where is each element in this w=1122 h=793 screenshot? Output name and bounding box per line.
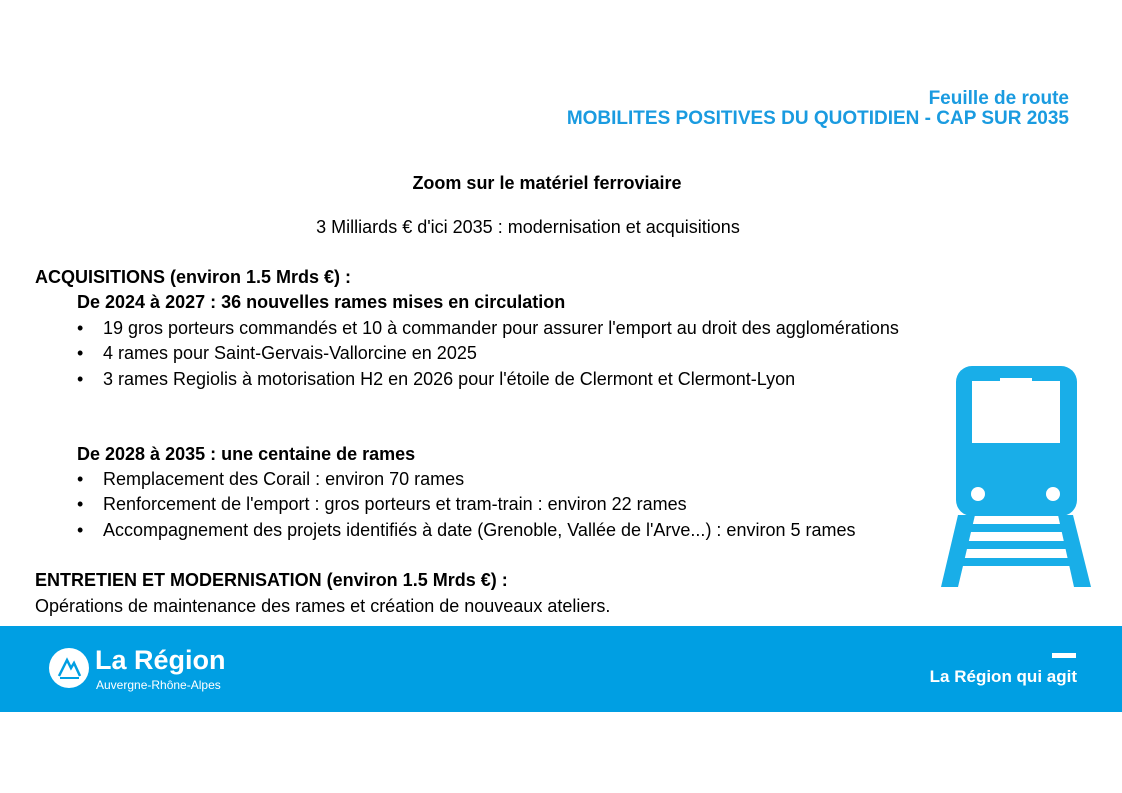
acquisitions-heading: ACQUISITIONS (environ 1.5 Mrds €) : [35,267,352,287]
header-line1: Feuille de route [928,88,1069,109]
subtitle: 3 Milliards € d'ici 2035 : modernisation et acquisitions [316,217,740,237]
item-text: 19 gros porteurs commandés et 10 à commander pour assurer l'emport au droit des agglomérations [103,318,899,338]
item-text: Remplacement des Corail : environ 70 rames [103,469,465,489]
maintenance-heading: ENTRETIEN ET MODERNISATION (environ 1.5 Mrds €) : [35,570,508,590]
bullet: • [77,469,84,489]
bullet: • [77,494,84,514]
bullet: • [77,369,84,389]
footer-banner [0,626,1122,712]
bullet: • [77,343,84,363]
period2-heading: De 2028 à 2035 : une centaine de rames [77,444,416,464]
slogan-bar [1052,653,1076,658]
page-title: Zoom sur le matériel ferroviaire [412,173,682,193]
item-text: Renforcement de l'emport : gros porteurs et tram-train : environ 22 rames [103,494,687,514]
logo-subtitle: Auvergne-Rhône-Alpes [96,678,221,692]
logo-name: La Région [95,645,226,675]
maintenance-text: Opérations de maintenance des rames et création de nouveaux ateliers. [35,596,611,616]
bullet: • [77,520,84,540]
slogan: La Région qui agit [929,667,1077,686]
item-text: 4 rames pour Saint-Gervais-Vallorcine en 2025 [103,343,477,363]
bullet: • [77,318,84,338]
item-text: 3 rames Regiolis à motorisation H2 en 2026 pour l'étoile de Clermont et Clermont-Lyon [103,369,796,389]
region-logo-icon [49,648,89,688]
period1-heading: De 2024 à 2027 : 36 nouvelles rames mises en circulation [77,292,566,312]
item-text: Accompagnement des projets identifiés à date (Grenoble, Vallée de l'Arve...) : environ 5 rames [103,520,856,540]
header-line2: MOBILITES POSITIVES DU QUOTIDIEN - CAP SUR 2035 [566,108,1069,129]
